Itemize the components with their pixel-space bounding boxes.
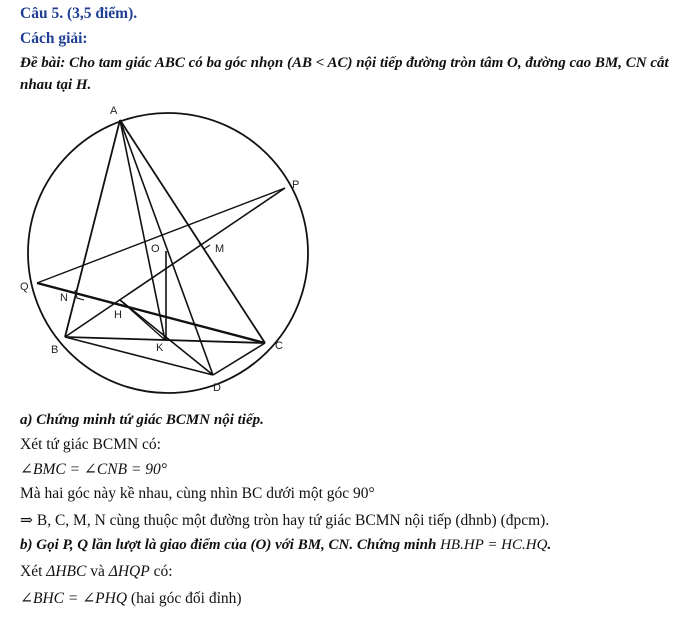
label-c: C [275, 340, 283, 352]
label-o: O [151, 243, 160, 255]
label-p: P [292, 179, 300, 191]
part-b-line-1 [20, 563, 173, 581]
part-a-angle-equation: ∠BMC = ∠CNB = 90° [20, 461, 167, 478]
label-q: Q [20, 281, 29, 293]
part-a-line-1: Xét tứ giác BCMN có: [20, 436, 161, 453]
part-a-line-4 [20, 511, 549, 530]
triangle-hbc: ΔHBC [46, 563, 87, 580]
part-b-reason: (hai góc đối đỉnh) [130, 590, 242, 607]
part-a-title: a) Chứng minh tứ giác BCMN nội tiếp. [20, 412, 264, 428]
problem-statement-line-1: Đề bài: Cho tam giác ABC có ba góc nhọn (AB < AC) nội tiếp đường tròn tâm O, đường cao BM, CN cắt [20, 55, 669, 71]
implies-arrow: ⇒ [20, 512, 33, 529]
question-title: Câu 5. (3,5 điểm). [20, 5, 138, 22]
part-a-conclusion: B, C, M, N cùng thuộc một đường tròn hay tứ giác BCMN nội tiếp (dhnb) (đpcm). [36, 512, 550, 529]
label-m: M [215, 243, 225, 255]
label-n: N [60, 292, 68, 304]
label-b: B [51, 344, 59, 356]
part-b-title-text: b) Gọi P, Q lần lượt là giao điểm của (O) với BM, CN. Chứng minh [20, 537, 437, 553]
part-b-have: có: [153, 563, 173, 580]
part-a-line-3: Mà hai góc này kề nhau, cùng nhìn BC dưới một góc 90° [20, 485, 375, 502]
segment-bd [65, 337, 213, 375]
solution-label: Cách giải: [20, 30, 88, 47]
segment-pq [37, 188, 285, 283]
triangle-hqp: ΔHQP [108, 563, 150, 580]
label-h: H [114, 309, 122, 321]
part-b-formula: HB.HP = HC.HQ [440, 537, 548, 553]
geometry-figure [0, 100, 330, 400]
part-b-line-2 [20, 589, 242, 608]
part-b-title-end: . [547, 537, 552, 553]
label-k: K [156, 342, 164, 354]
label-a: A [110, 105, 118, 117]
part-b-and: và [90, 563, 105, 580]
segment-cd [213, 343, 265, 375]
label-d: D [213, 382, 221, 394]
part-b-consider: Xét [20, 563, 43, 580]
problem-statement-line-2: nhau tại H. [20, 77, 92, 93]
part-b-title [20, 537, 551, 554]
part-b-angle-equation: ∠BHC = ∠PHQ [20, 590, 128, 607]
